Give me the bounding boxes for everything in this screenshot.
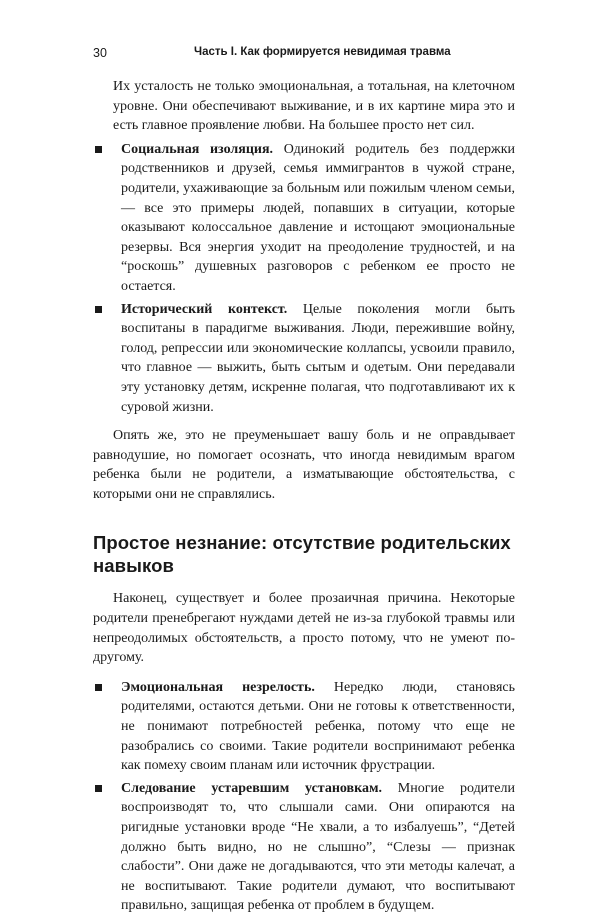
bullet-list-circumstances: [93, 140, 515, 417]
bullet-text: Многие родители воспроизводят то, что слышали сами. Они опираются на ригидные установки вроде “Не хвали, а то избалуешь”, “Детей должно быть видно, но не слышно”, “Слезы — признак слабости”. Они даже не догадываются, что эти методы калечат, а не воспитывают. Такие родители думают, что воспитывают правильно, защищая ребенка от проблем в будущем.: [121, 780, 515, 914]
body-paragraph: Наконец, существует и более прозаичная причина. Некоторые родители пренебрегают нуждами детей не из-за глубокой травмы или непреодолимых обстоятельств, а просто потому, что не умеют по-другому.: [93, 591, 515, 666]
list-item: [93, 779, 515, 916]
body-paragraph: Опять же, это не преуменьшает вашу боль и не оправдывает равнодушие, но помогает осознать, что иногда невидимым врагом ребенка были не родители, а изматывающие обстоятельства, с которыми они не справлялись.: [93, 428, 515, 502]
square-bullet-icon: [95, 684, 102, 691]
page-number: 30: [93, 46, 107, 60]
square-bullet-icon: [95, 306, 102, 313]
bullet-text: Целые поколения могли быть воспитаны в парадигме выживания. Люди, пережившие войну, голод, репрессии или экономические коллапсы, усвоили правило, что главное — выжить, быть сытым и одетым. Они передавали эту установку детям, искренне полагая, что подготавливают их к суровой жизни.: [121, 301, 516, 415]
section-heading: Простое незнание: отсутствие родительских навыков: [93, 532, 511, 577]
page-body: [93, 77, 515, 919]
bullet-term: Следование устаревшим установкам.: [121, 780, 383, 796]
lead-paragraph: Их усталость не только эмоциональная, а тотальная, на клеточном уровне. Они обеспечивают выживание, и в их картине мира это и есть главное проявление любви. На большее просто нет сил.: [113, 79, 515, 134]
list-item: [93, 678, 515, 776]
list-item: [93, 300, 515, 418]
list-item: [93, 140, 515, 297]
bullet-term: Эмоциональная незрелость.: [121, 679, 315, 695]
bullet-term: Социальная изоляция.: [121, 141, 274, 157]
square-bullet-icon: [95, 785, 102, 792]
bullet-list-skills: [93, 678, 515, 916]
bullet-text: Одинокий родитель без поддержки родственников и друзей, семья иммигрантов в чужой стране, родители, ухаживающие за больным или пожилым членом семьи, — все это примеры людей, попавших в ситуации, которые оказывают колоссальное давление и истощают эмоциональные резервы. Вся энергия уходит на преодоление трудностей, и на “роскошь” душевных разговоров с ребенком ее просто не остается.: [121, 141, 516, 294]
running-title: Часть I. Как формируется невидимая травма: [194, 46, 451, 58]
bullet-text: Нередко люди, становясь родителями, остаются детьми. Они не готовы к ответственности, не понимают потребностей ребенка, потому что еще не разобрались со своими. Такие родители воспринимают ребенка как помеху своим планам или источник фрустрации.: [121, 679, 515, 774]
square-bullet-icon: [95, 146, 102, 153]
bullet-term: Исторический контекст.: [121, 301, 288, 317]
